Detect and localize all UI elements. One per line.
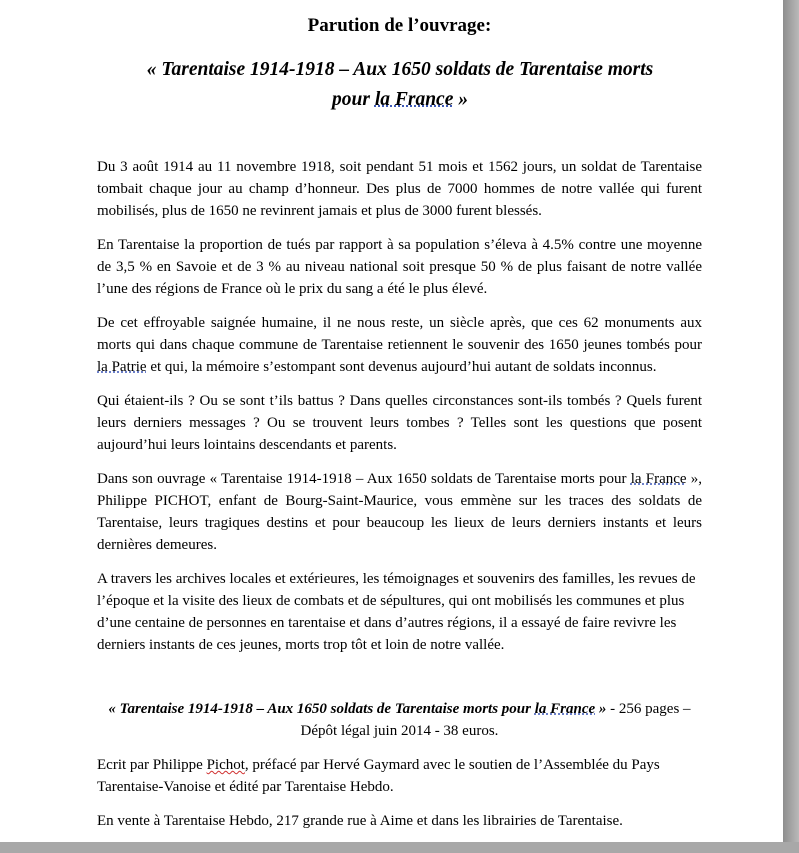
sales-info: En vente à Tarentaise Hebdo, 217 grande rue à Aime et dans les librairies de Tarentaise. <box>97 813 623 829</box>
paragraph-5-la-france: la France <box>630 471 687 487</box>
page-shadow-bottom <box>0 842 799 853</box>
paragraph-1: Du 3 août 1914 au 11 novembre 1918, soit pendant 51 mois et 1562 jours, un soldat de Tarentaise tombait chaque jour au champ d’honneur. Des plus de 7000 hommes de notre vallée qui furent mobilisés, plus de 1650 ne revinrent jamais et plus de 3000 furent blessés. <box>97 159 702 219</box>
paragraph-5 <box>97 468 702 556</box>
book-title <box>80 55 720 115</box>
book-title-line-2 <box>80 85 720 115</box>
paragraph-4: Qui étaient-ils ? Ou se sont t’ils battus ? Dans quelles circonstances sont-ils tombés ? Quels furent leurs derniers messages ? Ou se trouvent leurs tombes ? Telles sont les questions que posent aujourd’hui leurs lointains descendants et parents. <box>97 393 702 453</box>
book-details-title-c: » <box>595 701 607 717</box>
paragraph-5-text-c: », Philippe PICHOT, enfant de Bourg-Saint-Maurice, vous emmène sur les traces des soldats de Tarentaise, leurs tragiques destins et pour beaucoup les lieux de leurs derniers instants et leurs dernières demeures. <box>97 471 703 553</box>
book-title-pour: pour <box>332 89 375 110</box>
book-title-close-quote: » <box>453 89 468 110</box>
credits-author-surname: Pichot <box>206 757 245 773</box>
paragraph-6: A travers les archives locales et extérieures, les témoignages et souvenirs des familles, les revues de l’époque et la visite des lieux de combats et de sépultures, qui ont mobilisés les communes et plus d’une centaine de personnes en tarentaise et dans d’autres régions, il a essayé de faire revivre les derniers instants de ces jeunes, morts trop tôt et loin de notre vallée. <box>97 571 696 653</box>
book-title-line-1: « Tarentaise 1914-1918 – Aux 1650 soldats de Tarentaise morts <box>146 59 654 80</box>
book-details-pages-price: - 256 pages – Dépôt légal juin 2014 - 38 euros. <box>300 701 691 739</box>
book-title-la-france: la France <box>374 89 454 110</box>
paragraph-3-la-patrie: la Patrie <box>97 359 147 375</box>
page-heading: Parution de l’ouvrage: <box>307 15 492 36</box>
paragraph-3 <box>97 312 702 378</box>
book-details-la-france: la France <box>534 701 596 717</box>
page-shadow-right <box>783 0 799 853</box>
credits-text-a: Ecrit par Philippe <box>97 757 207 773</box>
book-details <box>97 698 702 742</box>
paragraph-3-text-a: De cet effroyable saignée humaine, il ne nous reste, un siècle après, que ces 62 monuments aux morts qui dans chaque commune de Tarentaise retiennent le souvenir des 1650 jeunes tombés pour <box>97 315 702 353</box>
paragraph-5-text-a: Dans son ouvrage « Tarentaise 1914-1918 – Aux 1650 soldats de Tarentaise morts pour <box>97 471 631 487</box>
document-body <box>97 156 702 842</box>
section-spacer <box>97 668 702 698</box>
paragraph-2: En Tarentaise la proportion de tués par rapport à sa population s’éleva à 4.5% contre une moyenne de 3,5 % en Savoie et de 3 % au niveau national soit presque 50 % de plus faisant de notre vallée l’une des régions de France où le prix du sang a été le plus élevé. <box>97 237 702 297</box>
credits-paragraph <box>97 754 702 798</box>
book-details-title-a: « Tarentaise 1914-1918 – Aux 1650 soldats de Tarentaise morts pour <box>108 701 535 717</box>
paragraph-3-text-c: et qui, la mémoire s’estompant sont devenus aujourd’hui autant de soldats inconnus. <box>146 359 657 375</box>
credits-text-c: , préfacé par Hervé Gaymard avec le soutien de l’Assemblée du Pays Tarentaise-Vanoise et édité par Tarentaise Hebdo. <box>97 757 660 795</box>
